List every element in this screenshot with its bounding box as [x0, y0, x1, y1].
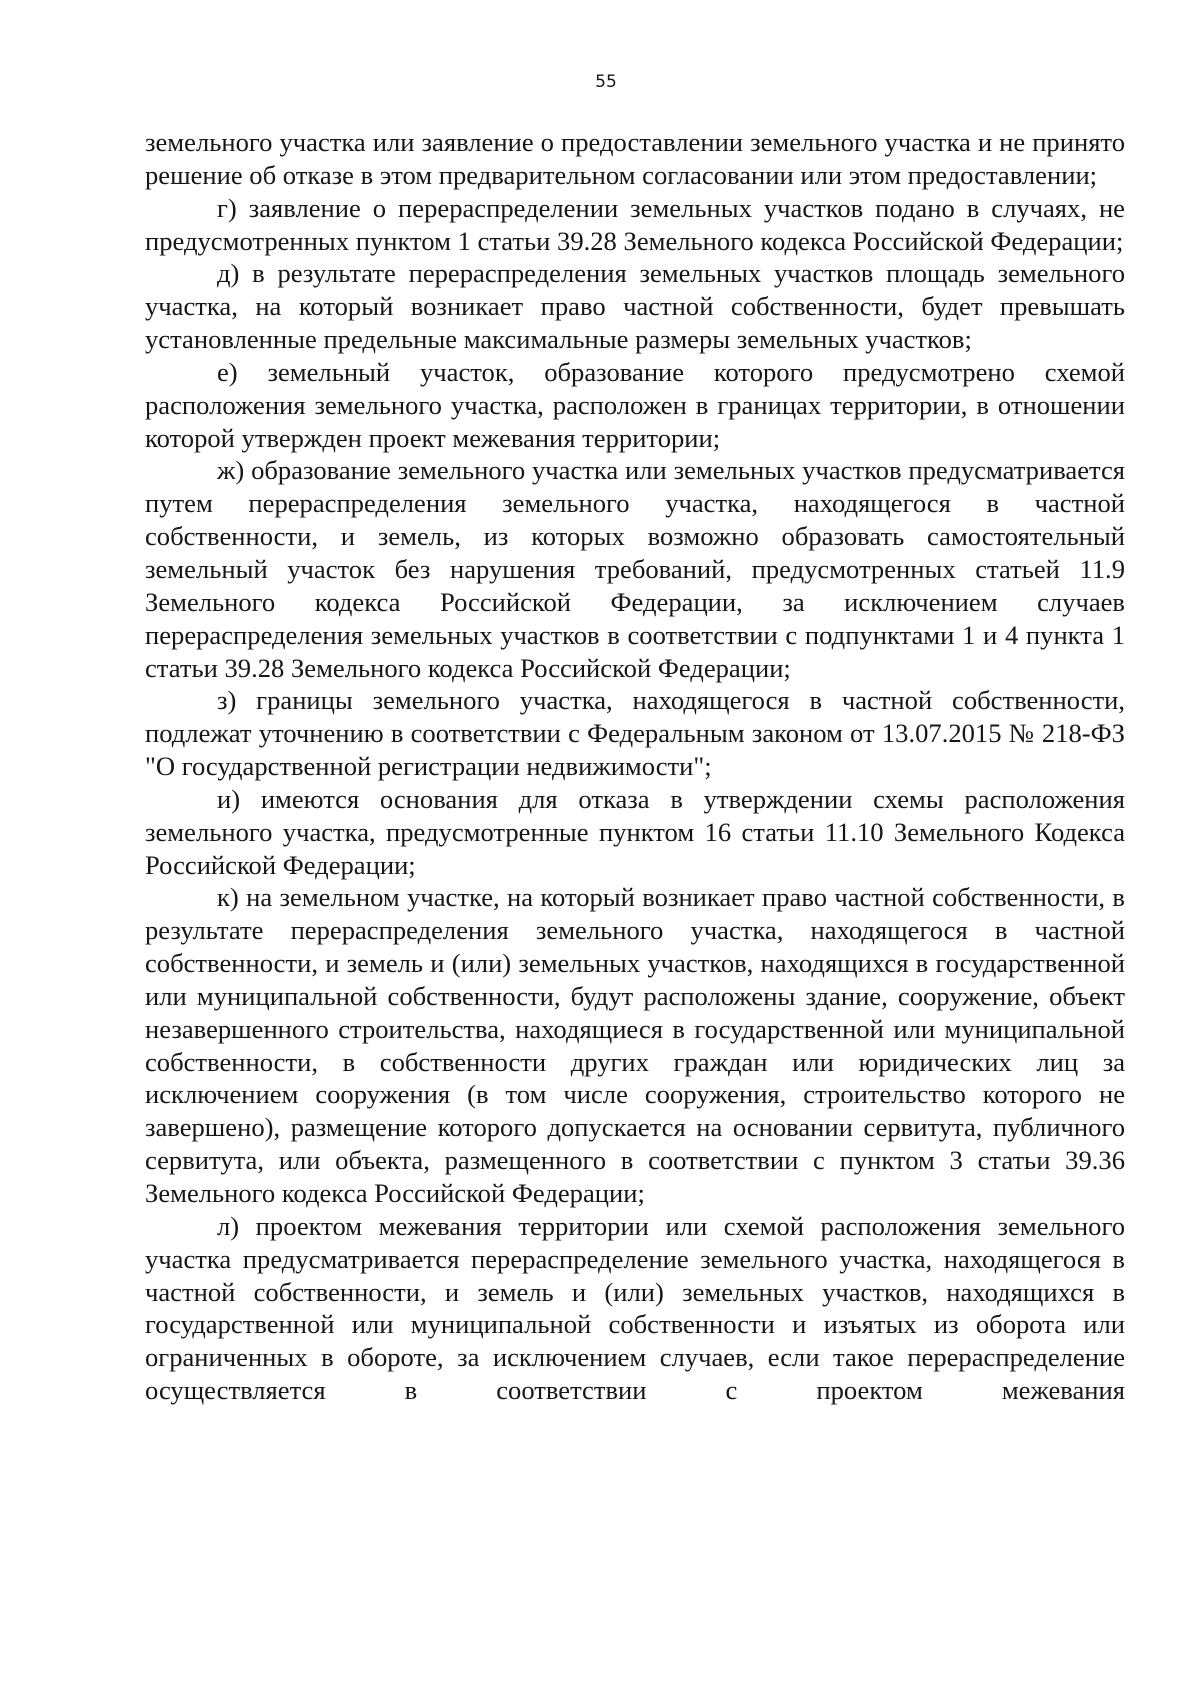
paragraph-item-e: е) земельный участок, образование которого предусмотрено схемой расположения земельного участка, расположен в границах территории, в отношении которой утвержден проект межевания территории; — [145, 356, 1125, 453]
paragraph-item-g: г) заявление о перераспределении земельных участков подано в случаях, не предусмотренных пунктом 1 статьи 39.28 Земельного кодекса Российской Федерации; — [145, 192, 1125, 256]
paragraph-item-l: л) проектом межевания территории или схемой расположения земельного участка предусматривается перераспределение земельного участка, находящегося в частной собственности, и земель и (или) земельных участков, находящихся в государственной или муниципальной собственности и изъятых из оборота или ограниченных в обороте, за исключением случаев, если такое перераспределение осуществляется в соответствии с проектом межевания — [145, 1210, 1125, 1406]
document-body — [145, 126, 1125, 1407]
paragraph-continuation: земельного участка или заявление о предоставлении земельного участка и не принято решение об отказе в этом предварительном согласовании или этом предоставлении; — [145, 127, 1125, 190]
paragraph-item-zh: ж) образование земельного участка или земельных участков предусматривается путем перераспределения земельного участка, находящегося в частной собственности, и земель, из которых возможно образовать самостоятельный земельный участок без нарушения требований, предусмотренных статьей 11.9 Земельного кодекса Российской Федерации, за исключением случаев перераспределения земельных участков в соответствии с подпунктами 1 и 4 пункта 1 статьи 39.28 Земельного кодекса Российской Федерации; — [145, 455, 1125, 683]
page-number: 55 — [595, 72, 617, 92]
paragraph-item-d: д) в результате перераспределения земельных участков площадь земельного участка, на который возникает право частной собственности, будет превышать установленные предельные максимальные размеры земельных участков; — [145, 258, 1125, 355]
paragraph-item-i: и) имеются основания для отказа в утверждении схемы расположения земельного участка, предусмотренные пунктом 16 статьи 11.10 Земельного Кодекса Российской Федерации; — [145, 783, 1125, 880]
paragraph-item-z: з) границы земельного участка, находящегося в частной собственности, подлежат уточнению в соответствии с Федеральным законом от 13.07.2015 № 218-ФЗ "О государственной регистрации недвижимости"; — [145, 685, 1125, 782]
paragraph-item-k: к) на земельном участке, на который возникает право частной собственности, в результате перераспределения земельного участка, находящегося в частной собственности, и земель и (или) земельных участков, находящихся в государственной или муниципальной собственности, будут расположены здание, сооружение, объект незавершенного строительства, находящиеся в государственной или муниципальной собственности, в собственности других граждан или юридических лиц за исключением сооружения (в том числе сооружения, строительство которого не завершено), размещение которого допускается на основании сервитута, публичного сервитута, или объекта, размещенного в соответствии с пунктом 3 статьи 39.36 Земельного кодекса Российской Федерации; — [145, 882, 1125, 1208]
